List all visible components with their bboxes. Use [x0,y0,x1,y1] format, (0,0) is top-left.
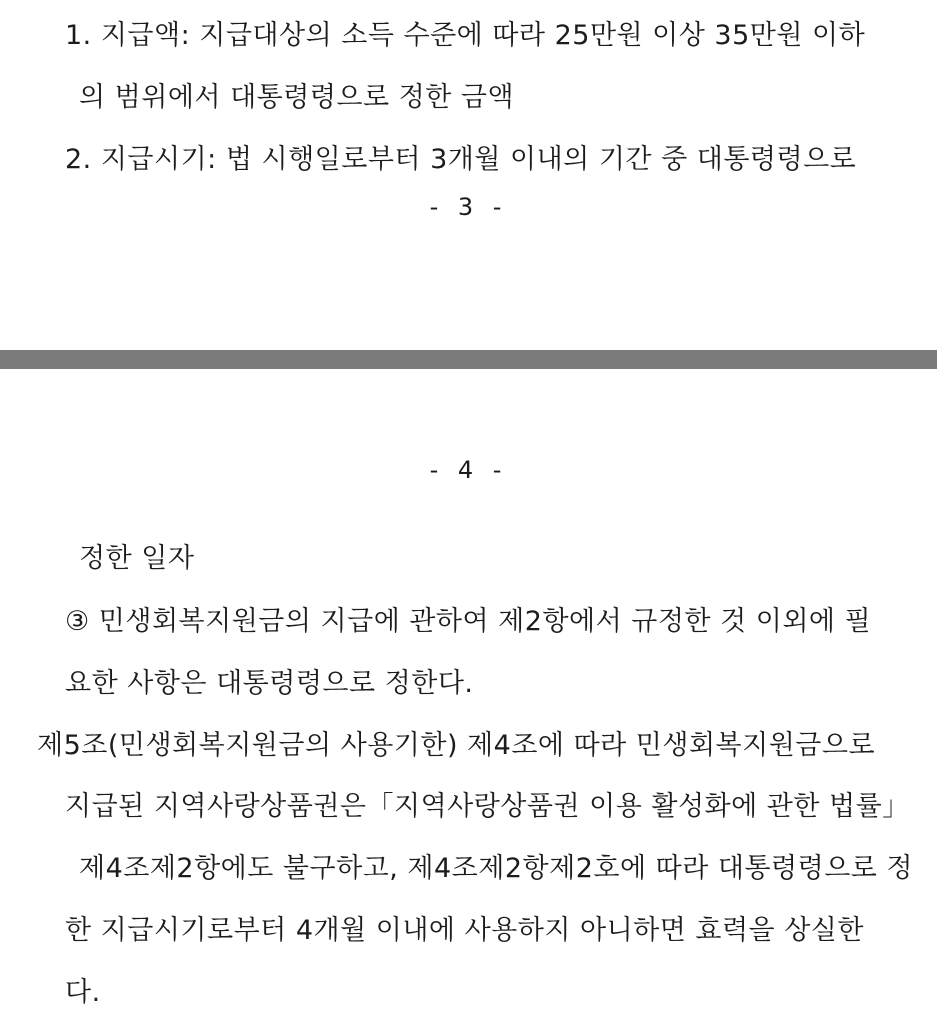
text-line-article-5-end: 다. [65,977,101,1008]
text-line-date-continued: 정한 일자 [79,543,195,574]
document-page-4 [0,369,937,1024]
text-line-article-5-heading: 제5조(민생회복지원금의 사용기한) 제4조에 따라 민생회복지원금으로 [37,730,876,761]
text-line-article-5-body: 한 지급시기로부터 4개월 이내에 사용하지 아니하면 효력을 상실한 [65,915,864,946]
text-line-article-5-body: 제4조제2항에도 불구하고, 제4조제2항제2호에 따라 대통령령으로 정 [79,853,914,884]
document-page-3 [0,0,937,350]
page-number: - 3 - [429,193,508,221]
text-line-item-1-continued: 의 범위에서 대통령령으로 정한 금액 [79,82,515,113]
text-line-article-5-body: 지급된 지역사랑상품권은「지역사랑상품권 이용 활성화에 관한 법률」 [65,791,910,822]
page-number: - 4 - [429,456,508,484]
text-line-paragraph-3-continued: 요한 사항은 대통령령으로 정한다. [65,668,474,699]
text-line-item-2: 2. 지급시기: 법 시행일로부터 3개월 이내의 기간 중 대통령령으로 [65,144,857,175]
page-separator [0,350,937,369]
text-line-paragraph-3: ③ 민생회복지원금의 지급에 관하여 제2항에서 규정한 것 이외에 필 [65,606,872,637]
text-line-item-1: 1. 지급액: 지급대상의 소득 수준에 따라 25만원 이상 35만원 이하 [65,20,866,51]
